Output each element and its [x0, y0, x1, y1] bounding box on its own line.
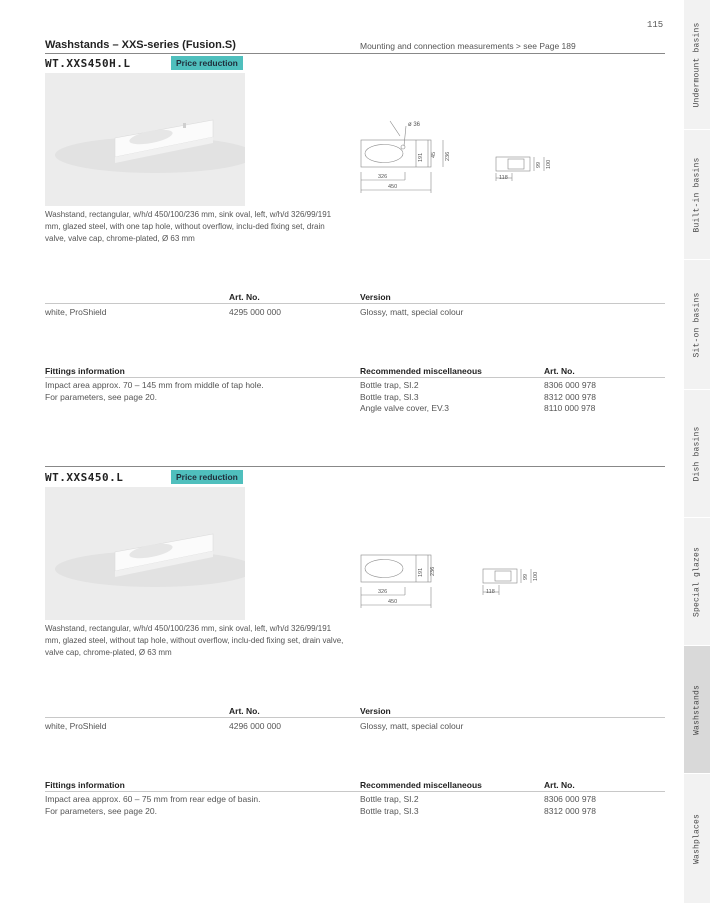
art-no-cell: 4295 000 000 [229, 307, 281, 317]
tab-label: Sit-on basins [692, 291, 702, 358]
dim-label: 191 [418, 152, 424, 162]
dim-label: 45 [431, 151, 437, 158]
dim-label: 100 [546, 159, 552, 169]
fittings-info [45, 794, 260, 817]
product-code: WT.XXS450.L [45, 471, 124, 484]
misc-art-header: Art. No. [544, 780, 575, 790]
fittings-line: For parameters, see page 20. [45, 805, 157, 816]
tab-special-glazes[interactable] [684, 518, 710, 646]
dim-label: 99 [523, 573, 529, 580]
dim-label: 118 [486, 589, 495, 595]
washstand-image [45, 73, 245, 206]
finish-cell: white, ProShield [45, 307, 107, 317]
fittings-line: Impact area approx. 70 – 145 mm from middle of tap hole. [45, 380, 264, 390]
dim-label: 326 [378, 589, 388, 595]
misc-art: 8312 000 978 [544, 391, 596, 402]
product-code: WT.XXS450H.L [45, 57, 131, 70]
art-no-header: Art. No. [229, 706, 260, 716]
table-rule [45, 303, 665, 304]
tab-sit-on-basins[interactable] [684, 260, 710, 390]
technical-drawing [356, 545, 556, 615]
table-rule [45, 717, 665, 718]
dim-label: 236 [445, 151, 451, 161]
misc-header: Recommended miscellaneous [360, 780, 482, 790]
tab-label: Washplaces [692, 813, 702, 864]
tab-label: Undermount basins [692, 21, 702, 108]
misc-art-list [544, 794, 596, 817]
finish-cell: white, ProShield [45, 721, 107, 731]
misc-item: Bottle trap, SI.3 [360, 805, 419, 816]
tab-label: Washstands [692, 684, 702, 735]
dim-label: ø 36 [408, 122, 421, 128]
misc-art: 8306 000 978 [544, 794, 596, 804]
washstand-image [45, 487, 245, 620]
fittings-info [45, 380, 264, 403]
product-photo [45, 487, 245, 620]
dim-label: 236 [430, 566, 436, 576]
misc-art-list [544, 380, 596, 415]
misc-item: Bottle trap, SI.2 [360, 794, 419, 804]
price-reduction-badge: Price reduction [171, 56, 243, 70]
version-header: Version [360, 292, 391, 302]
product-photo [45, 73, 245, 206]
art-no-cell: 4296 000 000 [229, 721, 281, 731]
dim-label: 191 [418, 567, 424, 577]
version-cell: Glossy, matt, special colour [360, 721, 464, 731]
fittings-rule [45, 791, 665, 792]
version-cell: Glossy, matt, special colour [360, 307, 464, 317]
header-rule [45, 53, 665, 54]
tab-label: Dish basins [692, 425, 702, 482]
product-description: Washstand, rectangular, w/h/d 450/100/236 mm, sink oval, left, w/h/d 326/99/191 mm, glazed steel, with one tap hole, without overflow, inclu-ded fixing set, drain valve, valve cap, chrome-plated, Ø 63 mm [45, 210, 332, 243]
misc-item: Bottle trap, SI.3 [360, 391, 419, 402]
section-sidebar [684, 0, 710, 904]
fittings-line: Impact area approx. 60 – 75 mm from rear edge of basin. [45, 794, 261, 804]
page-title: Washstands – XXS-series (Fusion.S) [45, 39, 236, 51]
misc-header: Recommended miscellaneous [360, 366, 482, 376]
dim-label: 100 [533, 571, 539, 581]
dim-label: 450 [388, 184, 398, 190]
tab-dish-basins[interactable] [684, 390, 710, 518]
dim-label: 450 [388, 599, 398, 605]
mounting-note[interactable]: Mounting and connection measurements > see Page 189 [360, 41, 576, 51]
tab-built-in-basins[interactable] [684, 130, 710, 260]
tab-undermount-basins[interactable] [684, 0, 710, 130]
misc-art-header: Art. No. [544, 366, 575, 376]
tab-washplaces[interactable] [684, 774, 710, 904]
misc-item: Angle valve cover, EV.3 [360, 403, 449, 413]
tab-label: Special glazes [692, 546, 702, 617]
product-description: Washstand, rectangular, w/h/d 450/100/236 mm, sink oval, left, w/h/d 326/99/191 mm, glazed steel, without tap hole, without overflow, inclu-ded fixing set, drain valve, valve cap, chrome-plated, Ø 63 mm [45, 624, 344, 657]
tab-label: Built-in basins [692, 156, 702, 233]
price-reduction-badge: Price reduction [171, 470, 243, 484]
fittings-header: Fittings information [45, 366, 125, 376]
art-no-header: Art. No. [229, 292, 260, 302]
page-number: 115 [647, 20, 664, 30]
tab-washstands[interactable] [684, 646, 710, 774]
misc-art: 8312 000 978 [544, 805, 596, 816]
misc-list [360, 794, 419, 817]
dim-label: 118 [499, 175, 508, 181]
technical-drawing [356, 110, 556, 200]
dim-label: 326 [378, 174, 388, 180]
section-divider [45, 466, 665, 467]
misc-list [360, 380, 449, 415]
version-header: Version [360, 706, 391, 716]
misc-art: 8110 000 978 [544, 403, 596, 413]
misc-art: 8306 000 978 [544, 380, 596, 390]
misc-item: Bottle trap, SI.2 [360, 380, 419, 390]
fittings-line: For parameters, see page 20. [45, 391, 157, 402]
fittings-header: Fittings information [45, 780, 125, 790]
dim-label: 99 [536, 161, 542, 168]
fittings-rule [45, 377, 665, 378]
